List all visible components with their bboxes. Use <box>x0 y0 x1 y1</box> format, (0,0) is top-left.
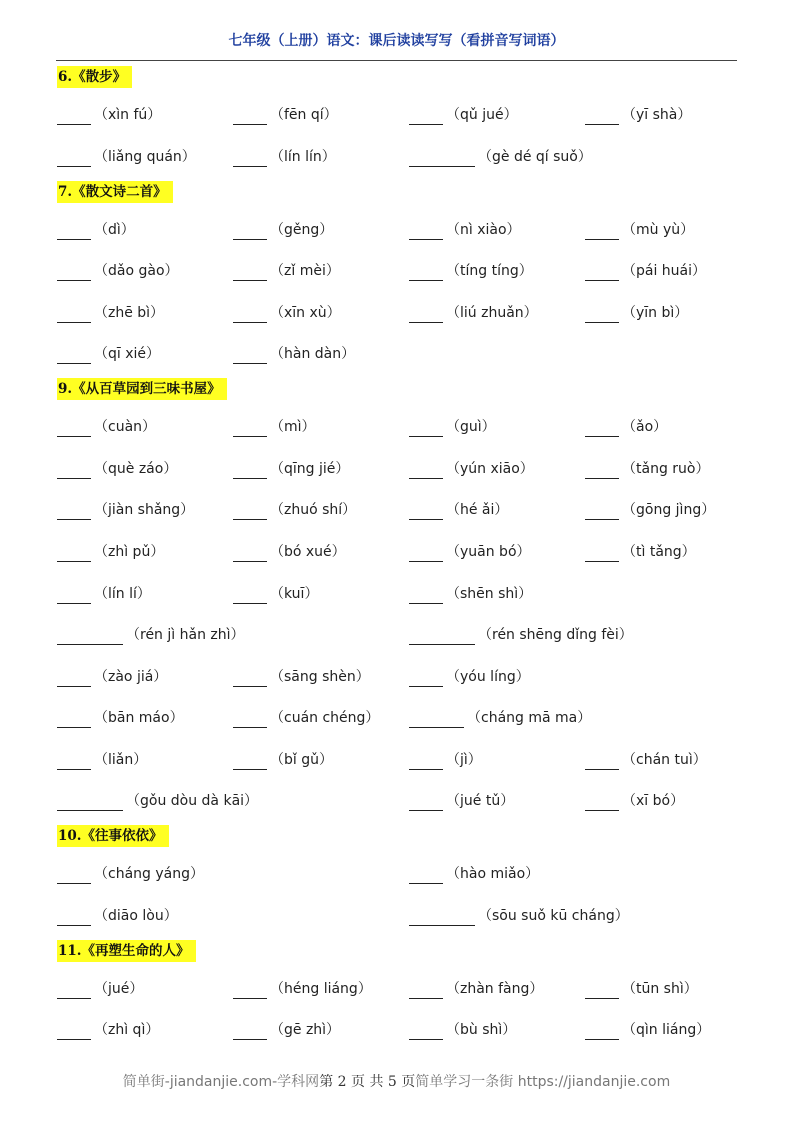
answer-blank[interactable] <box>57 672 91 687</box>
pinyin-question <box>57 625 245 645</box>
page-header-title: 七年级（上册）语文：课后读读写写（看拼音写词语） <box>228 33 565 49</box>
pinyin-prompt: （qǔ jué） <box>446 107 518 123</box>
answer-blank[interactable] <box>409 110 443 125</box>
pinyin-prompt: （kuī） <box>270 586 319 602</box>
pinyin-question <box>409 261 533 281</box>
header-divider <box>56 60 737 61</box>
answer-blank[interactable] <box>233 349 267 364</box>
answer-blank[interactable] <box>585 464 619 479</box>
pinyin-prompt: （qīng jié） <box>270 461 350 477</box>
answer-blank[interactable] <box>585 110 619 125</box>
answer-blank[interactable] <box>233 713 267 728</box>
answer-blank[interactable] <box>57 547 91 562</box>
pinyin-prompt: （cháng yáng） <box>94 866 204 882</box>
answer-blank[interactable] <box>585 1025 619 1040</box>
pinyin-prompt: （gǒu dòu dà kāi） <box>126 793 259 809</box>
answer-blank[interactable] <box>409 1025 443 1040</box>
pinyin-prompt: （zhàn fàng） <box>446 981 544 997</box>
pinyin-prompt: （zhē bì） <box>94 305 165 321</box>
pinyin-prompt: （cuán chéng） <box>270 710 380 726</box>
pinyin-question <box>585 261 706 281</box>
pinyin-prompt: （bān máo） <box>94 710 184 726</box>
pinyin-question <box>233 303 341 323</box>
answer-blank[interactable] <box>57 308 91 323</box>
answer-blank[interactable] <box>409 225 443 240</box>
pinyin-question <box>409 584 532 604</box>
answer-blank[interactable] <box>233 984 267 999</box>
pinyin-question <box>233 105 338 125</box>
pinyin-prompt: （mì） <box>270 419 316 435</box>
pinyin-prompt: （hàn dàn） <box>270 346 356 362</box>
pinyin-question <box>585 1020 710 1040</box>
pinyin-question <box>57 906 178 926</box>
answer-blank[interactable] <box>57 796 123 811</box>
pinyin-prompt: （yī shà） <box>622 107 692 123</box>
answer-blank[interactable] <box>57 464 91 479</box>
answer-blank[interactable] <box>57 911 91 926</box>
pinyin-prompt: （zǐ mèi） <box>270 263 340 279</box>
pinyin-question <box>233 147 336 167</box>
pinyin-prompt: （tūn shì） <box>622 981 698 997</box>
pinyin-question <box>585 105 691 125</box>
pinyin-question <box>233 500 356 520</box>
answer-blank[interactable] <box>409 547 443 562</box>
answer-blank[interactable] <box>57 266 91 281</box>
answer-blank[interactable] <box>585 308 619 323</box>
pinyin-question <box>57 979 143 999</box>
pinyin-prompt: （fēn qí） <box>270 107 338 123</box>
pinyin-question <box>57 708 184 728</box>
answer-blank[interactable] <box>409 422 443 437</box>
answer-blank[interactable] <box>233 547 267 562</box>
pinyin-question <box>409 220 521 240</box>
pinyin-prompt: （tíng tíng） <box>446 263 533 279</box>
pinyin-prompt: （gōng jìng） <box>622 502 716 518</box>
pinyin-prompt: （gěng） <box>270 222 334 238</box>
answer-blank[interactable] <box>409 672 443 687</box>
section-title: 9.《从百草园到三味书屋》 <box>57 378 227 400</box>
pinyin-question <box>57 105 161 125</box>
pinyin-question <box>57 864 204 884</box>
pinyin-question <box>57 147 196 167</box>
pinyin-question <box>409 625 633 645</box>
pinyin-question <box>57 500 194 520</box>
pinyin-question <box>409 906 629 926</box>
pinyin-prompt: （jué） <box>94 981 144 997</box>
pinyin-question <box>585 979 698 999</box>
pinyin-prompt: （jiàn shǎng） <box>94 502 195 518</box>
pinyin-question <box>585 303 688 323</box>
answer-blank[interactable] <box>233 152 267 167</box>
section-title: 11.《再塑生命的人》 <box>57 940 196 962</box>
pinyin-prompt: （jué tǔ） <box>446 793 515 809</box>
pinyin-prompt: （dǎo gào） <box>94 263 179 279</box>
answer-blank[interactable] <box>233 110 267 125</box>
answer-blank[interactable] <box>409 505 443 520</box>
pinyin-question <box>57 750 147 770</box>
answer-blank[interactable] <box>585 422 619 437</box>
pinyin-prompt: （hào miǎo） <box>446 866 540 882</box>
pinyin-question <box>57 667 167 687</box>
answer-blank[interactable] <box>233 505 267 520</box>
pinyin-prompt: （zào jiá） <box>94 669 168 685</box>
footer-page-number: 第 2 页 共 5 页 <box>319 1074 416 1090</box>
pinyin-question <box>409 667 530 687</box>
pinyin-question <box>409 542 531 562</box>
pinyin-prompt: （dì） <box>94 222 135 238</box>
pinyin-question <box>233 979 372 999</box>
pinyin-prompt: （gē zhì） <box>270 1022 341 1038</box>
answer-blank[interactable] <box>409 266 443 281</box>
pinyin-prompt: （tǎng ruò） <box>622 461 710 477</box>
pinyin-prompt: （diāo lòu） <box>94 908 178 924</box>
pinyin-prompt: （zhì qì） <box>94 1022 160 1038</box>
pinyin-question <box>233 417 316 437</box>
pinyin-question <box>409 147 592 167</box>
answer-blank[interactable] <box>57 589 91 604</box>
answer-blank[interactable] <box>585 547 619 562</box>
pinyin-prompt: （liú zhuǎn） <box>446 305 538 321</box>
answer-blank[interactable] <box>57 1025 91 1040</box>
pinyin-prompt: （hé ǎi） <box>446 502 509 518</box>
answer-blank[interactable] <box>409 911 475 926</box>
pinyin-prompt: （ǎo） <box>622 419 668 435</box>
pinyin-prompt: （cuàn） <box>94 419 157 435</box>
answer-blank[interactable] <box>233 422 267 437</box>
answer-blank[interactable] <box>57 110 91 125</box>
answer-blank[interactable] <box>409 796 443 811</box>
pinyin-prompt: （pái huái） <box>622 263 707 279</box>
pinyin-prompt: （qī xié） <box>94 346 161 362</box>
pinyin-question <box>233 1020 340 1040</box>
pinyin-prompt: （rén shēng dǐng fèi） <box>478 627 633 643</box>
pinyin-question <box>233 542 346 562</box>
footer-watermark-left: 简单街-jiandanjie.com-学科网 <box>122 1074 320 1090</box>
pinyin-prompt: （nì xiào） <box>446 222 521 238</box>
pinyin-question <box>233 261 340 281</box>
pinyin-question <box>409 791 514 811</box>
pinyin-question <box>57 791 258 811</box>
answer-blank[interactable] <box>57 869 91 884</box>
page-footer <box>0 1071 793 1091</box>
pinyin-question <box>585 417 667 437</box>
answer-blank[interactable] <box>57 505 91 520</box>
answer-blank[interactable] <box>233 1025 267 1040</box>
pinyin-question <box>409 417 496 437</box>
section-title: 7.《散文诗二首》 <box>57 181 173 203</box>
pinyin-prompt: （tì tǎng） <box>622 544 696 560</box>
answer-blank[interactable] <box>233 589 267 604</box>
answer-blank[interactable] <box>585 755 619 770</box>
pinyin-prompt: （xìn fú） <box>94 107 162 123</box>
answer-blank[interactable] <box>57 630 123 645</box>
pinyin-question <box>57 1020 159 1040</box>
pinyin-prompt: （zhì pǔ） <box>94 544 165 560</box>
pinyin-question <box>409 1020 516 1040</box>
pinyin-question <box>57 584 151 604</box>
answer-blank[interactable] <box>57 984 91 999</box>
pinyin-prompt: （sāng shèn） <box>270 669 370 685</box>
pinyin-question <box>585 500 715 520</box>
answer-blank[interactable] <box>409 755 443 770</box>
pinyin-prompt: （xī bó） <box>622 793 685 809</box>
answer-blank[interactable] <box>57 152 91 167</box>
pinyin-question <box>57 417 156 437</box>
footer-watermark-right: 简单学习一条街 https://jiandanjie.com <box>415 1074 671 1090</box>
pinyin-question <box>409 864 539 884</box>
pinyin-prompt: （liǎng quán） <box>94 149 196 165</box>
pinyin-question <box>409 500 508 520</box>
pinyin-prompt: （yuān bó） <box>446 544 531 560</box>
pinyin-question <box>585 459 709 479</box>
pinyin-question <box>409 750 482 770</box>
pinyin-question <box>585 791 684 811</box>
answer-blank[interactable] <box>585 796 619 811</box>
pinyin-prompt: （rén jì hǎn zhì） <box>126 627 245 643</box>
answer-blank[interactable] <box>233 266 267 281</box>
pinyin-prompt: （mù yù） <box>622 222 695 238</box>
pinyin-prompt: （liǎn） <box>94 752 148 768</box>
answer-blank[interactable] <box>57 349 91 364</box>
pinyin-question <box>585 542 696 562</box>
pinyin-prompt: （bǐ gǔ） <box>270 752 333 768</box>
pinyin-question <box>233 750 333 770</box>
pinyin-question <box>57 344 160 364</box>
pinyin-prompt: （qìn liáng） <box>622 1022 711 1038</box>
pinyin-question <box>233 708 379 728</box>
answer-blank[interactable] <box>57 422 91 437</box>
answer-blank[interactable] <box>57 713 91 728</box>
answer-blank[interactable] <box>585 225 619 240</box>
pinyin-question <box>57 542 164 562</box>
pinyin-prompt: （què záo） <box>94 461 178 477</box>
pinyin-question <box>409 303 538 323</box>
pinyin-question <box>409 708 591 728</box>
answer-blank[interactable] <box>409 464 443 479</box>
answer-blank[interactable] <box>233 308 267 323</box>
pinyin-question <box>585 750 707 770</box>
answer-blank[interactable] <box>233 464 267 479</box>
pinyin-prompt: （cháng mā ma） <box>467 710 592 726</box>
pinyin-question <box>233 667 370 687</box>
pinyin-prompt: （guì） <box>446 419 496 435</box>
pinyin-prompt: （gè dé qí suǒ） <box>478 149 592 165</box>
pinyin-question <box>57 459 177 479</box>
answer-blank[interactable] <box>585 266 619 281</box>
answer-blank[interactable] <box>57 225 91 240</box>
pinyin-question <box>57 220 135 240</box>
pinyin-question <box>233 220 333 240</box>
pinyin-question <box>57 261 179 281</box>
pinyin-prompt: （sōu suǒ kū cháng） <box>478 908 629 924</box>
pinyin-prompt: （yóu líng） <box>446 669 530 685</box>
pinyin-prompt: （chán tuì） <box>622 752 707 768</box>
answer-blank[interactable] <box>409 630 475 645</box>
section-title: 10.《往事依依》 <box>57 825 169 847</box>
pinyin-prompt: （yún xiāo） <box>446 461 534 477</box>
answer-blank[interactable] <box>409 984 443 999</box>
pinyin-question <box>233 344 355 364</box>
answer-blank[interactable] <box>409 869 443 884</box>
pinyin-prompt: （zhuó shí） <box>270 502 357 518</box>
answer-blank[interactable] <box>57 755 91 770</box>
answer-blank[interactable] <box>585 984 619 999</box>
pinyin-prompt: （jì） <box>446 752 482 768</box>
pinyin-prompt: （yīn bì） <box>622 305 689 321</box>
pinyin-question <box>409 105 518 125</box>
pinyin-question <box>233 459 349 479</box>
answer-blank[interactable] <box>409 308 443 323</box>
answer-blank[interactable] <box>409 152 475 167</box>
pinyin-question <box>409 979 543 999</box>
pinyin-prompt: （héng liáng） <box>270 981 372 997</box>
pinyin-prompt: （lín lín） <box>270 149 336 165</box>
answer-blank[interactable] <box>233 672 267 687</box>
section-title: 6.《散步》 <box>57 66 132 88</box>
pinyin-question <box>409 459 534 479</box>
answer-blank[interactable] <box>233 755 267 770</box>
pinyin-question <box>233 584 318 604</box>
pinyin-prompt: （bó xué） <box>270 544 346 560</box>
answer-blank[interactable] <box>409 713 464 728</box>
answer-blank[interactable] <box>409 589 443 604</box>
pinyin-prompt: （xīn xù） <box>270 305 341 321</box>
answer-blank[interactable] <box>585 505 619 520</box>
answer-blank[interactable] <box>233 225 267 240</box>
pinyin-question <box>585 220 694 240</box>
pinyin-prompt: （shēn shì） <box>446 586 533 602</box>
pinyin-prompt: （lín lí） <box>94 586 151 602</box>
pinyin-prompt: （bù shì） <box>446 1022 517 1038</box>
pinyin-question <box>57 303 164 323</box>
